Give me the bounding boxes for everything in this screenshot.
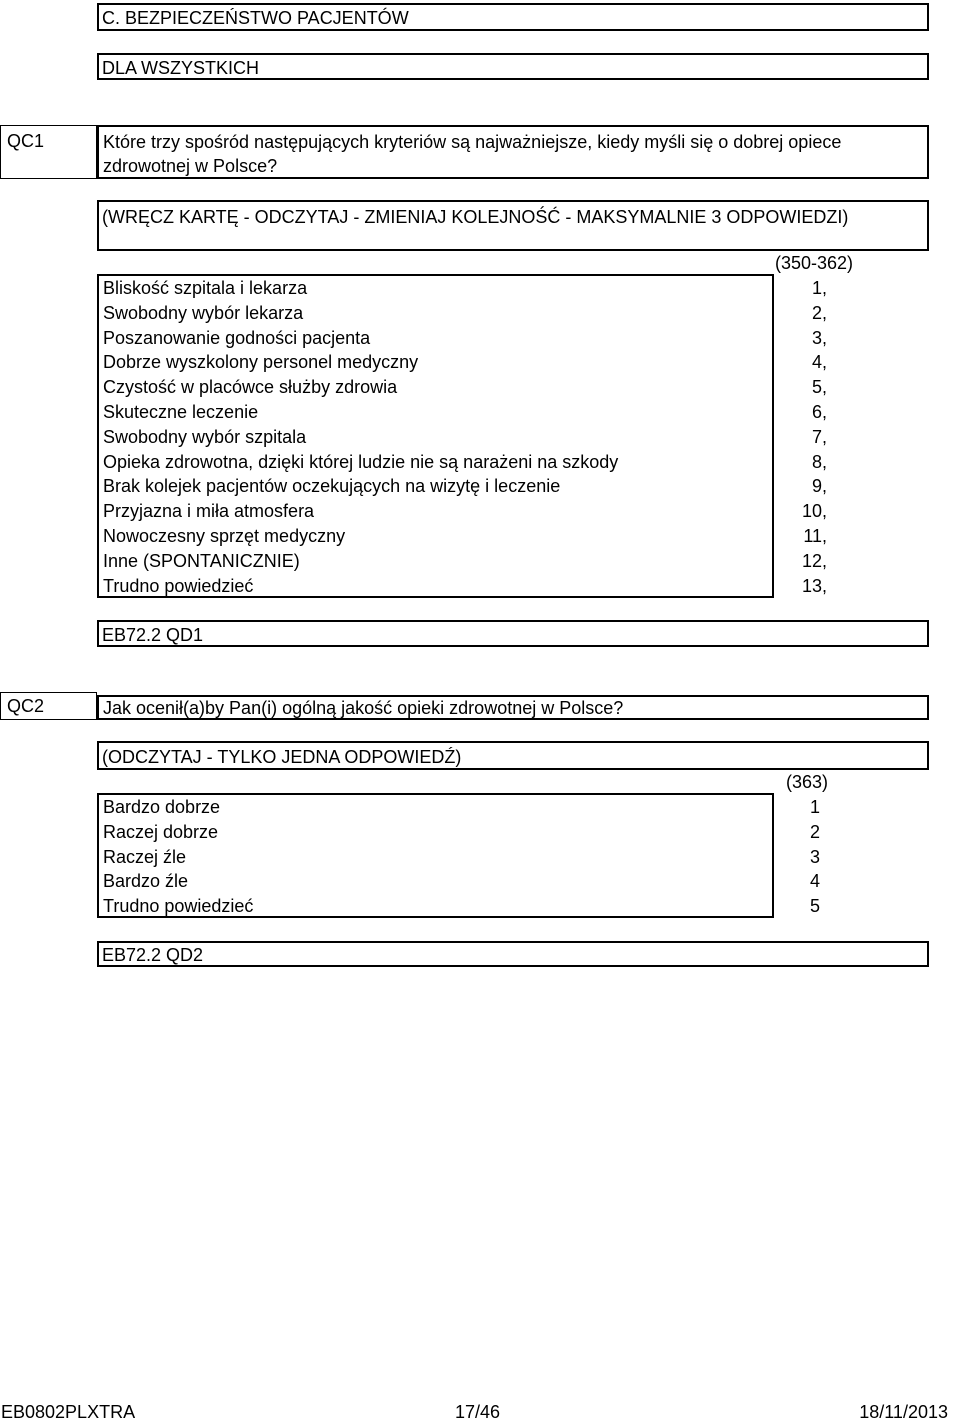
footer-date: 18/11/2013 bbox=[859, 1402, 948, 1422]
answer-list-qc2 bbox=[97, 793, 774, 918]
answer-option-label: Brak kolejek pacjentów oczekujących na wizytę i leczenie bbox=[103, 476, 561, 497]
column-header-qc1: (350-362) bbox=[775, 253, 854, 273]
source-qc1: EB72.2 QD1 bbox=[102, 625, 204, 645]
answer-option-label: Bardzo źle bbox=[103, 871, 189, 892]
answer-option-label: Raczej dobrze bbox=[103, 821, 219, 842]
source-box-qc2 bbox=[97, 941, 929, 967]
answer-codes-qc1 bbox=[775, 276, 827, 598]
answer-option-code: 1, bbox=[811, 278, 827, 298]
answer-option-label: Czystość w placówce służby zdrowia bbox=[103, 377, 398, 398]
answer-option-label: Swobodny wybór lekarza bbox=[103, 302, 304, 323]
answer-option-code: 7, bbox=[811, 426, 827, 447]
answer-option-code: 2 bbox=[809, 821, 820, 842]
answer-option-code: 3 bbox=[809, 846, 820, 867]
answer-option-code: 4 bbox=[809, 871, 820, 892]
footer-doc-id: EB0802PLXTRA bbox=[1, 1402, 136, 1422]
answer-option-label: Poszanowanie godności pacjenta bbox=[103, 327, 371, 348]
answer-option-label: Bardzo dobrze bbox=[103, 797, 221, 817]
answer-option-code: 6, bbox=[811, 401, 827, 422]
answer-list-qc1 bbox=[97, 274, 774, 598]
answer-option-code: 9, bbox=[811, 476, 827, 497]
answer-option-label: Bliskość szpitala i lekarza bbox=[103, 278, 308, 298]
question-code-qc2: QC2 bbox=[0, 692, 97, 720]
question-code-qc1: QC1 bbox=[0, 125, 97, 179]
answer-option-code: 3, bbox=[811, 327, 827, 348]
answer-option-code: 12, bbox=[801, 550, 827, 571]
answer-option-code: 10, bbox=[801, 501, 827, 522]
answer-option-label: Dobrze wyszkolony personel medyczny bbox=[103, 352, 419, 373]
section-title-box bbox=[97, 3, 929, 31]
answer-option-code: 2, bbox=[811, 302, 827, 323]
answer-option-code: 1 bbox=[809, 797, 820, 817]
instruction-qc1: (WRĘCZ KARTĘ - ODCZYTAJ - ZMIENIAJ KOLEJNOŚĆ - MAKSYMALNIE 3 ODPOWIEDZI) bbox=[102, 207, 849, 227]
instruction-box-qc1 bbox=[97, 200, 929, 251]
footer-page-number: 17/46 bbox=[455, 1402, 501, 1422]
answer-option-label: Skuteczne leczenie bbox=[103, 402, 259, 422]
filter-label: DLA WSZYSTKICH bbox=[102, 58, 260, 78]
answer-option-code: 8, bbox=[811, 451, 827, 472]
answer-option-code: 4, bbox=[811, 352, 827, 373]
answer-option-label: Swobodny wybór szpitala bbox=[103, 426, 307, 447]
answer-option-label: Inne (SPONTANICZNIE) bbox=[103, 550, 300, 571]
filter-box bbox=[97, 53, 929, 80]
answer-option-label: Nowoczesny sprzęt medyczny bbox=[103, 526, 346, 546]
answer-option-code: 13, bbox=[801, 575, 827, 596]
instruction-box-qc2 bbox=[97, 741, 929, 770]
answer-option-label: Opieka zdrowotna, dzięki której ludzie nie są narażeni na szkody bbox=[103, 451, 619, 472]
answer-option-code: 5, bbox=[811, 377, 827, 398]
answer-option-label: Trudno powiedzieć bbox=[103, 575, 254, 596]
answer-option-label: Trudno powiedzieć bbox=[103, 896, 254, 917]
instruction-qc2: (ODCZYTAJ - TYLKO JEDNA ODPOWIEDŹ) bbox=[102, 747, 462, 767]
source-box-qc1 bbox=[97, 620, 929, 647]
answer-option-label: Przyjazna i miła atmosfera bbox=[103, 501, 315, 522]
answer-option-label: Raczej źle bbox=[103, 846, 187, 867]
question-text-qc1: Które trzy spośród następujących kryteriów są najważniejsze, kiedy myśli się o dobrej opiece zdrowotnej w Polsce? bbox=[97, 125, 929, 179]
section-title: C. BEZPIECZEŃSTWO PACJENTÓW bbox=[102, 8, 409, 28]
column-header-qc2: (363) bbox=[785, 772, 828, 792]
source-qc2: EB72.2 QD2 bbox=[102, 945, 204, 965]
answer-option-code: 11, bbox=[803, 525, 827, 546]
question-text-qc2: Jak ocenił(a)by Pan(i) ogólną jakość opieki zdrowotnej w Polsce? bbox=[97, 695, 929, 720]
answer-codes-qc2 bbox=[775, 795, 820, 919]
answer-option-code: 5 bbox=[809, 896, 820, 917]
